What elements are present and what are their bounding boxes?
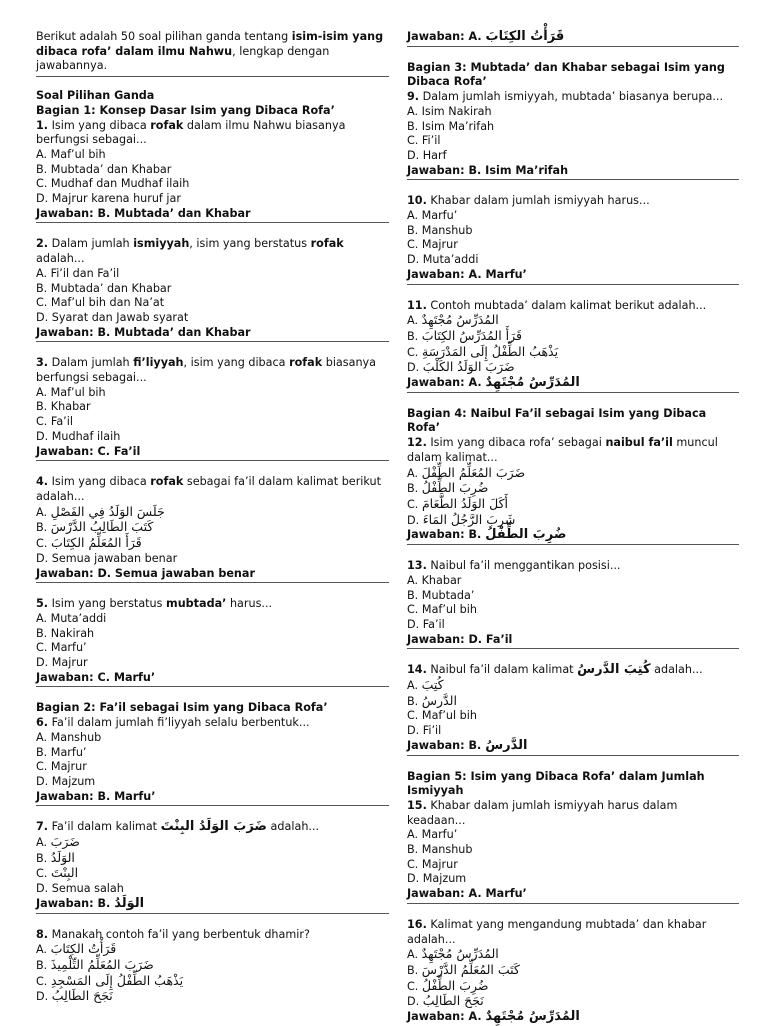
option-c: C. Majrur bbox=[36, 760, 87, 774]
answer-label: Jawaban: bbox=[407, 30, 465, 43]
option-b: B. Mubtada’ dan Khabar bbox=[36, 162, 172, 176]
answer-arabic: الوَلَدُ bbox=[114, 895, 145, 911]
question-number: 6. bbox=[36, 716, 49, 730]
answer-value: B. bbox=[468, 528, 486, 542]
option-label: C. bbox=[36, 974, 51, 988]
question-text: adalah... bbox=[650, 663, 703, 677]
question-text: Fa’il dalam jumlah fi’liyyah selalu berbentuk... bbox=[48, 716, 310, 730]
option-c: C. Majrur bbox=[407, 238, 458, 252]
option-a: A. Marfu’ bbox=[407, 828, 458, 842]
question-bold: fi’liyyah bbox=[133, 356, 184, 370]
option-label: A. bbox=[407, 466, 422, 480]
option-label: B. bbox=[36, 958, 51, 972]
option-label: C. bbox=[407, 497, 422, 511]
option-d: D. Fa’il bbox=[407, 617, 445, 631]
answer-label: Jawaban: bbox=[407, 376, 465, 390]
answer-label: Jawaban: bbox=[36, 206, 94, 220]
option-d: D. Fi’il bbox=[407, 724, 442, 738]
option-arabic: الدَّرسُ bbox=[421, 692, 457, 708]
option-arabic: نَجَحَ الطَالِبُ bbox=[51, 988, 113, 1004]
option-label: C. bbox=[407, 979, 422, 993]
option-d: D. Syarat dan Jawab syarat bbox=[36, 310, 189, 324]
option-arabic: أَكَلَ الوَلَدُ الطَّعَامَ bbox=[421, 495, 508, 511]
section-5-title: Bagian 5: Isim yang Dibaca Rofa’ dalam Jumlah Ismiyyah bbox=[407, 769, 705, 798]
option-b: B. Khabar bbox=[36, 400, 91, 414]
option-c bbox=[36, 866, 389, 882]
option-label: A. bbox=[407, 679, 422, 693]
option-b bbox=[407, 329, 739, 345]
answer-value: B. bbox=[468, 738, 486, 752]
option-a: A. Khabar bbox=[407, 573, 462, 587]
option-d bbox=[407, 994, 739, 1010]
option-a bbox=[36, 505, 389, 521]
option-d: D. Semua jawaban benar bbox=[36, 551, 178, 565]
question-number: 3. bbox=[36, 356, 49, 370]
option-arabic: ضَرَبَ الوَلَدُ الكَلْبَ bbox=[422, 359, 515, 375]
question-text: , isim yang berstatus bbox=[189, 237, 311, 251]
question-text: Dalam jumlah bbox=[48, 356, 134, 370]
question-number: 14. bbox=[407, 663, 427, 677]
option-a bbox=[407, 313, 739, 329]
question-13 bbox=[407, 559, 739, 649]
question-15-text bbox=[407, 799, 739, 828]
option-arabic: نَجَحَ الطَالِبُ bbox=[422, 993, 484, 1009]
question-text: harus... bbox=[226, 597, 273, 611]
question-10-text bbox=[407, 194, 739, 209]
question-7 bbox=[36, 820, 389, 913]
question-8 bbox=[36, 928, 389, 1007]
question-text: Manakah contoh fa’il yang berbentuk dhamir? bbox=[48, 927, 310, 941]
option-a: A. Fi’il dan Fa’il bbox=[36, 266, 120, 280]
question-11 bbox=[407, 299, 739, 393]
question-number: 12. bbox=[407, 436, 427, 450]
section-1-title: Bagian 1: Konsep Dasar Isim yang Dibaca Rofa’ bbox=[36, 103, 335, 117]
option-arabic: الوَلَدُ bbox=[50, 849, 75, 865]
question-bold: rofak bbox=[150, 118, 184, 132]
option-arabic: البِنْتَ bbox=[50, 865, 79, 881]
question-15 bbox=[407, 799, 739, 904]
answer-value: D. Fa’il bbox=[468, 632, 513, 646]
option-c bbox=[407, 345, 739, 361]
option-a: A. Marfu’ bbox=[407, 209, 458, 223]
question-text: dalam ilmu Nahwu biasanya berfungsi sebagai... bbox=[36, 118, 346, 147]
intro-paragraph bbox=[36, 30, 389, 77]
question-5 bbox=[36, 597, 389, 687]
answer-value: C. Fa’il bbox=[97, 444, 141, 458]
answer-line bbox=[36, 445, 389, 460]
left-column bbox=[36, 30, 389, 1006]
option-arabic: يَذْهَبُ الطِّفْلُ إِلَى المَسْجِدِ bbox=[50, 972, 184, 988]
option-c: C. Mudhaf dan Mudhaf ilaih bbox=[36, 177, 190, 191]
option-label: B. bbox=[407, 329, 422, 343]
question-number: 5. bbox=[36, 597, 49, 611]
question-3 bbox=[36, 356, 389, 461]
option-arabic: شَرِبَ الرَّجُلُ المَاءَ bbox=[422, 511, 516, 527]
answer-arabic: المُدَرِّسُ مُجْتَهِدٌ bbox=[485, 375, 580, 391]
section-3-title: Bagian 3: Mubtada’ dan Khabar sebagai Isim yang Dibaca Rofa’ bbox=[407, 60, 725, 89]
option-d: D. Semua salah bbox=[36, 882, 124, 896]
question-6 bbox=[36, 716, 389, 806]
answer-arabic: ضُرِبَ الطِّفْلُ bbox=[485, 527, 567, 543]
option-label: B. bbox=[36, 851, 51, 865]
question-bold: naibul fa’il bbox=[605, 436, 673, 450]
question-8-answer bbox=[407, 30, 739, 47]
question-text: Khabar dalam jumlah ismiyyah harus... bbox=[426, 194, 650, 208]
question-5-text bbox=[36, 597, 389, 612]
option-c bbox=[407, 497, 739, 513]
option-d: D. Majrur karena huruf jar bbox=[36, 192, 181, 206]
answer-line bbox=[407, 528, 739, 543]
answer-value: B. Mubtada’ dan Khabar bbox=[97, 206, 251, 220]
option-d: D. Mudhaf ilaih bbox=[36, 429, 121, 443]
intro-text-bold: isim-isim yang dibaca rofa’ dalam ilmu Nahwu bbox=[36, 30, 384, 58]
option-label: D. bbox=[407, 513, 423, 527]
question-10 bbox=[407, 194, 739, 284]
option-c bbox=[36, 974, 389, 990]
option-a: A. Manshub bbox=[36, 730, 102, 744]
answer-arabic: الدَّرسُ bbox=[485, 737, 528, 753]
option-c: C. Maf’ul bih dan Na’at bbox=[36, 296, 165, 310]
question-text: Dalam jumlah bbox=[48, 237, 134, 251]
answer-line bbox=[36, 671, 389, 686]
answer-value: B. bbox=[97, 896, 115, 910]
option-b bbox=[36, 520, 389, 536]
option-c: C. Maf’ul bih bbox=[407, 603, 477, 617]
answer-label: Jawaban: bbox=[407, 738, 465, 752]
question-text: Kalimat yang mengandung mubtada’ dan khabar adalah... bbox=[407, 917, 707, 946]
option-b: B. Mubtada’ bbox=[407, 588, 475, 602]
answer-value: A. Marfu’ bbox=[468, 267, 527, 281]
option-c bbox=[407, 979, 739, 995]
question-text: biasanya berfungsi sebagai... bbox=[36, 356, 377, 385]
option-b: B. Mubtada’ dan Khabar bbox=[36, 281, 172, 295]
option-a: A. Maf’ul bih bbox=[36, 147, 106, 161]
question-text: sebagai fa’il dalam kalimat berikut adalah... bbox=[36, 475, 382, 503]
question-number: 2. bbox=[36, 237, 49, 251]
answer-value: B. Marfu’ bbox=[97, 789, 156, 803]
answer-label: Jawaban: bbox=[36, 896, 94, 910]
option-arabic: المُدَرِّسُ مُجْتَهِدٌ bbox=[421, 946, 499, 962]
option-b bbox=[36, 851, 389, 867]
option-arabic: ضَرَبَ bbox=[50, 834, 80, 850]
answer-label: Jawaban: bbox=[36, 325, 94, 339]
answer-line bbox=[36, 790, 389, 805]
question-text: , isim yang dibaca bbox=[183, 356, 290, 370]
answer-line bbox=[407, 1010, 739, 1025]
answer-label: Jawaban: bbox=[36, 789, 94, 803]
answer-value: A. Marfu’ bbox=[468, 887, 527, 901]
answer-arabic: المُدَرِّسُ مُجْتَهِدٌ bbox=[485, 1009, 580, 1025]
option-label: C. bbox=[407, 345, 422, 359]
option-b bbox=[407, 694, 739, 710]
question-7-text bbox=[36, 820, 389, 835]
answer-label: Jawaban: bbox=[407, 267, 465, 281]
option-b bbox=[407, 963, 739, 979]
option-label: A. bbox=[36, 943, 51, 957]
question-16-text bbox=[407, 918, 739, 947]
question-text: muncul dalam kalimat... bbox=[407, 436, 718, 464]
question-number: 11. bbox=[407, 298, 427, 312]
option-arabic: ضُرِبَ الطِّفْلُ bbox=[421, 480, 489, 496]
question-text: Dalam jumlah ismiyyah, mubtada’ biasanya berupa... bbox=[419, 90, 724, 104]
answer-value: D. Semua jawaban benar bbox=[97, 566, 255, 580]
question-arabic: ضَرَبَ الوَلَدُ البِنْتَ bbox=[160, 819, 267, 835]
option-arabic: كُتِبَ bbox=[421, 677, 444, 693]
answer-value: C. Marfu’ bbox=[97, 670, 156, 684]
answer-value: B. Isim Ma’rifah bbox=[468, 163, 569, 177]
option-d bbox=[407, 513, 739, 529]
option-label: D. bbox=[407, 361, 423, 375]
intro-text-2: , lengkap dengan jawabannya. bbox=[36, 44, 330, 73]
option-d: D. Majrur bbox=[36, 656, 88, 670]
question-9-text bbox=[407, 90, 739, 105]
question-2-text bbox=[36, 237, 389, 266]
answer-line bbox=[36, 567, 389, 582]
option-a bbox=[407, 678, 739, 694]
question-2 bbox=[36, 237, 389, 342]
question-14 bbox=[407, 663, 739, 755]
option-a bbox=[407, 466, 739, 482]
option-arabic: جَلَسَ الوَلَدُ فِي الفَصْلِ bbox=[50, 503, 165, 519]
question-number: 4. bbox=[36, 475, 49, 489]
answer-line bbox=[36, 897, 389, 912]
answer-value: A. bbox=[468, 376, 486, 390]
right-column bbox=[407, 30, 739, 1026]
heading-soal: Soal Pilihan Ganda bbox=[36, 89, 155, 103]
question-text: Isim yang dibaca bbox=[48, 475, 151, 489]
option-arabic: قَرَأْتُ الكِتَابَ bbox=[50, 941, 117, 957]
option-arabic: ضُرِبَ الطِّفْلُ bbox=[421, 977, 489, 993]
question-bold: rofak bbox=[150, 475, 184, 489]
option-c: C. Fa’il bbox=[36, 415, 73, 429]
option-a bbox=[36, 835, 389, 851]
answer-label: Jawaban: bbox=[407, 528, 465, 542]
option-label: B. bbox=[407, 963, 422, 977]
question-number: 13. bbox=[407, 559, 427, 573]
option-c: C. Majrur bbox=[407, 857, 458, 871]
question-text: Isim yang dibaca rofa’ sebagai bbox=[426, 436, 606, 450]
option-label: B. bbox=[407, 482, 422, 496]
question-bold: rofak bbox=[289, 356, 323, 370]
option-b: B. Manshub bbox=[407, 843, 473, 857]
option-arabic: قَرَأَ المُعَلِّمُ الكِتَابَ bbox=[50, 535, 142, 551]
option-label: D. bbox=[36, 990, 52, 1004]
option-label: A. bbox=[36, 836, 51, 850]
answer-label: Jawaban: bbox=[36, 670, 94, 684]
answer-line bbox=[407, 30, 739, 45]
question-1 bbox=[36, 119, 389, 224]
question-text: adalah... bbox=[266, 820, 320, 834]
section-2-title: Bagian 2: Fa’il sebagai Isim yang Dibaca Rofa’ bbox=[36, 701, 328, 715]
question-text: Naibul fa’il menggantikan posisi... bbox=[426, 559, 621, 573]
answer-label: Jawaban: bbox=[407, 887, 465, 901]
answer-value: A. bbox=[468, 1010, 486, 1024]
question-number: 16. bbox=[407, 917, 427, 931]
answer-line bbox=[407, 887, 739, 902]
option-arabic: كَتَبَ الطَالِبُ الدَّرْسَ bbox=[50, 519, 154, 535]
option-b: B. Isim Ma’rifah bbox=[407, 119, 495, 133]
option-d bbox=[407, 360, 739, 376]
intro-text-1: Berikut adalah 50 soal pilihan ganda tentang bbox=[36, 30, 292, 43]
question-12 bbox=[407, 436, 739, 545]
answer-label: Jawaban: bbox=[36, 444, 94, 458]
question-bold: mubtada’ bbox=[166, 597, 227, 611]
option-arabic: ضَرَبَ المُعَلِّمُ التِّلْمِيذَ bbox=[50, 956, 154, 972]
option-a bbox=[36, 942, 389, 958]
answer-label: Jawaban: bbox=[407, 163, 465, 177]
option-label: B. bbox=[407, 694, 422, 708]
question-text: Fa’il dalam kalimat bbox=[48, 820, 161, 834]
option-label: C. bbox=[36, 537, 51, 551]
question-3-text bbox=[36, 356, 389, 385]
option-b bbox=[407, 481, 739, 497]
question-4 bbox=[36, 475, 389, 583]
question-number: 8. bbox=[36, 927, 49, 941]
option-c bbox=[36, 536, 389, 552]
question-16 bbox=[407, 918, 739, 1026]
question-number: 7. bbox=[36, 820, 49, 834]
question-text: adalah... bbox=[36, 252, 85, 266]
answer-label: Jawaban: bbox=[36, 566, 94, 580]
option-label: B. bbox=[36, 521, 51, 535]
question-text: Contoh mubtada’ dalam kalimat berikut adalah... bbox=[426, 298, 707, 312]
question-12-text bbox=[407, 436, 739, 465]
section-4-title: Bagian 4: Naibul Fa’il sebagai Isim yang Dibaca Rofa’ bbox=[407, 406, 707, 435]
option-arabic: ضَرَبَ المُعَلِّمُ الطِّفْلَ bbox=[421, 464, 526, 480]
answer-line bbox=[36, 326, 389, 341]
question-text: Naibul fa’il dalam kalimat bbox=[426, 663, 578, 677]
option-c: C. Fi’il bbox=[407, 134, 441, 148]
question-9 bbox=[407, 90, 739, 180]
question-number: 15. bbox=[407, 798, 427, 812]
answer-line bbox=[407, 633, 739, 648]
question-arabic: كُتِبَ الدَّرسُ bbox=[577, 662, 651, 678]
option-arabic: كَتَبَ المُعَلِّمُ الدَّرْسَ bbox=[421, 961, 520, 977]
answer-line bbox=[407, 164, 739, 179]
option-a: A. Maf’ul bih bbox=[36, 385, 106, 399]
option-a bbox=[407, 947, 739, 963]
option-b bbox=[36, 958, 389, 974]
question-4-text bbox=[36, 475, 389, 504]
option-d: D. Harf bbox=[407, 148, 447, 162]
question-number: 10. bbox=[407, 194, 427, 208]
answer-line bbox=[407, 739, 739, 754]
question-6-text bbox=[36, 716, 389, 731]
option-a: A. Isim Nakirah bbox=[407, 104, 492, 118]
answer-value: A. bbox=[468, 30, 486, 43]
question-number: 1. bbox=[36, 118, 49, 132]
question-14-text bbox=[407, 663, 739, 678]
option-arabic: قَرَأَ المُدَرِّسُ الكِتَابَ bbox=[421, 327, 522, 343]
option-b: B. Marfu’ bbox=[36, 745, 87, 759]
question-13-text bbox=[407, 559, 739, 574]
option-b: B. Manshub bbox=[407, 223, 473, 237]
option-a: A. Muta’addi bbox=[36, 611, 107, 625]
answer-arabic: قَرَأْتُ الكِتَابَ bbox=[485, 29, 565, 44]
option-arabic: يَذْهَبُ الطِّفْلُ إِلَى المَدْرَسَةِ bbox=[421, 343, 559, 359]
question-11-text bbox=[407, 299, 739, 314]
option-d: D. Muta’addi bbox=[407, 253, 479, 267]
question-bold: ismiyyah bbox=[133, 237, 190, 251]
option-b: B. Nakirah bbox=[36, 626, 95, 640]
question-text: Isim yang berstatus bbox=[48, 597, 167, 611]
option-c: C. Maf’ul bih bbox=[407, 709, 477, 723]
answer-label: Jawaban: bbox=[407, 1010, 465, 1024]
option-label: A. bbox=[407, 314, 422, 328]
answer-line bbox=[36, 207, 389, 222]
question-text: Isim yang dibaca bbox=[48, 118, 151, 132]
answer-label: Jawaban: bbox=[407, 632, 465, 646]
option-label: A. bbox=[36, 505, 51, 519]
option-c: C. Marfu’ bbox=[36, 641, 87, 655]
answer-value: B. Mubtada’ dan Khabar bbox=[97, 325, 251, 339]
answer-line bbox=[407, 376, 739, 391]
option-d: D. Majzum bbox=[36, 774, 96, 788]
answer-line bbox=[407, 268, 739, 283]
question-1-text bbox=[36, 119, 389, 148]
option-arabic: المُدَرِّسُ مُجْتَهِدٌ bbox=[421, 312, 499, 328]
question-number: 9. bbox=[407, 90, 420, 104]
question-text: Khabar dalam jumlah ismiyyah harus dalam keadaan... bbox=[407, 798, 678, 827]
option-label: C. bbox=[36, 867, 51, 881]
option-d bbox=[36, 989, 389, 1005]
option-label: D. bbox=[407, 995, 423, 1009]
option-d: D. Majzum bbox=[407, 872, 467, 886]
option-label: A. bbox=[407, 948, 422, 962]
question-bold: rofak bbox=[310, 237, 344, 251]
